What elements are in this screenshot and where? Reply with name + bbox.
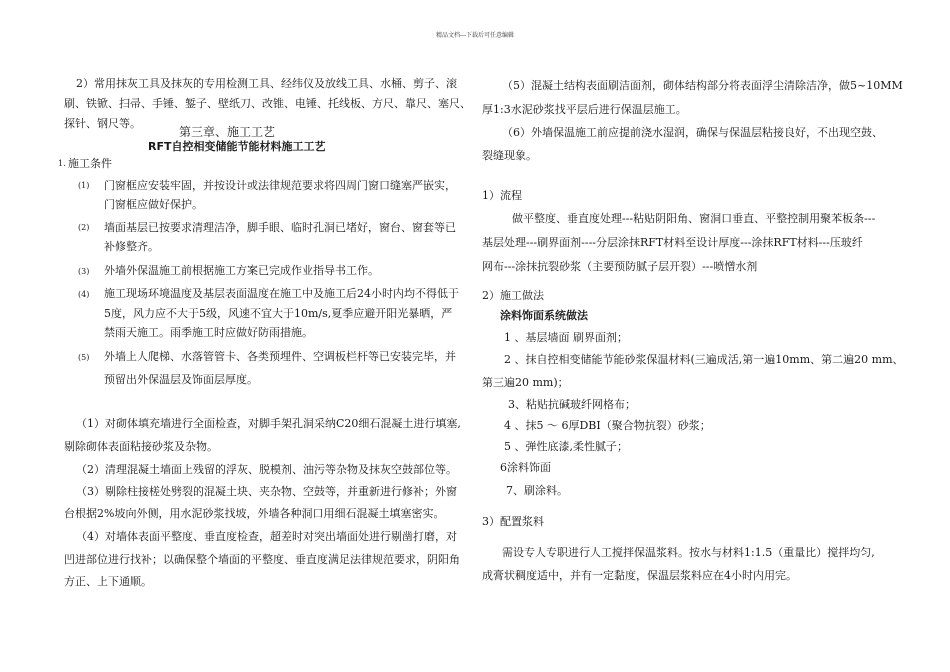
item-number: (3): [78, 267, 90, 276]
mix-line-1: 需设专人专职进行人工搅拌保温浆料。按水与材料1:1.5（重量比）搅拌均匀,: [502, 546, 875, 559]
item-text: 外墙上人爬梯、水落管管卡、各类预埋件、空调板栏杆等已安装完毕，并: [104, 350, 456, 363]
step-2-line-1: 2 、抹自控相变储能节能砂浆保温材料(三遍成活,第一遍10mm、第二遍20 mm、: [504, 353, 904, 366]
check-5-line-1: （5）混凝土结构表面刷洁面剂，砌体结构部分将表面浮尘清除洁净，做5~10MM: [502, 79, 903, 92]
item-text: 预留出外保温层及饰面层厚度。: [104, 373, 258, 386]
step-3: 3、粘贴抗碱玻纤网格布；: [508, 398, 636, 411]
check-2: （2）清理混凝土墙面上残留的浮灰、脱模剂、油污等杂物及抹灰空鼓部位等。: [76, 463, 457, 476]
condition-number: 1.: [58, 159, 66, 168]
check-3-line-2: 台根据2%坡向外侧，用水泥砂浆找坡，外墙各种洞口用细石混凝土填塞密实。: [64, 507, 445, 520]
tools-line-3: 探针、钢尺等。: [64, 117, 141, 130]
page-header: 精品文档---下载后可任意编辑: [435, 32, 515, 39]
check-1-line-1: （1）对砌体填充墙进行全面检查，对脚手架孔洞采纳C20细石混凝土进行填塞,: [76, 417, 461, 430]
check-6-line-1: （6）外墙保温施工前应提前浇水湿润，确保与保温层粘接良好，不出现空鼓、: [502, 126, 883, 139]
check-5-line-2: 厚1:3水泥砂浆找平层后进行保温层施工。: [482, 103, 687, 116]
tools-line-2: 刷、铁锨、扫帚、手锤、錾子、壁纸刀、改锥、电锤、托线板、方尺、靠尺、塞尺、: [64, 97, 471, 110]
check-1-line-2: 剔除砌体表面粘接砂浆及杂物。: [64, 440, 218, 453]
check-4-line-2: 凹进部位进行找补；以确保整个墙面的平整度、垂直度满足法律规范要求，阴阳角: [64, 553, 460, 566]
item-text: 补修整齐。: [104, 240, 159, 253]
item-number: (1): [78, 181, 90, 190]
check-4-line-1: （4）对墙体表面平整度、垂直度检查，超差时对突出墙面处进行剔凿打磨，对: [76, 530, 457, 543]
item-text: 施工现场环境温度及基层表面温度在施工中及施工后24小时内均不得低于: [104, 287, 459, 300]
check-4-line-3: 方正、上下通顺。: [64, 575, 152, 588]
item-text: 禁雨天施工。雨季施工时应做好防雨措施。: [104, 326, 313, 339]
chapter-title: 第三章、施工工艺: [179, 125, 276, 139]
flow-line-3: 网布---涂抹抗裂砂浆（主要预防腻子层开裂）---喷憎水剂: [482, 260, 758, 273]
flow-line-2: 基层处理---刷界面剂----分层涂抹RFT材料至设计厚度---涂抹RFT材料---压玻纤: [482, 236, 863, 249]
section-title: RFT自控相变储能节能材料施工工艺: [148, 140, 326, 153]
step-4: 4 、抹5 ～ 6厚DBI（聚合物抗裂）砂浆；: [504, 419, 711, 432]
item-text: 门窗框应做好保护。: [104, 198, 203, 211]
step-7: 7、刷涂料。: [506, 484, 568, 497]
condition-title: 施工条件: [68, 157, 112, 170]
item-text: 墙面基层已按要求清理洁净，脚手眼、临时孔洞已堵好，窗台、窗套等已: [104, 221, 456, 234]
flow-title: 1）流程: [482, 189, 522, 202]
coating-system-title: 涂料饰面系统做法: [500, 309, 588, 322]
item-number: (5): [78, 353, 90, 362]
item-text: 外墙外保温施工前根据施工方案已完成作业指导书工作。: [104, 264, 379, 277]
step-1: 1 、基层墙面 刷界面剂；: [504, 331, 628, 344]
mix-line-2: 成膏状稠度适中，并有一定黏度，保温层浆料应在4小时内用完。: [482, 569, 797, 582]
tools-line-1: 2）常用抹灰工具及抹灰的专用检测工具、经纬仪及放线工具、水桶、剪子、滚: [76, 77, 457, 90]
flow-line-1: 做平整度、垂直度处理---粘贴阴阳角、窗洞口垂直、平整控制用聚苯板条---: [512, 212, 876, 225]
step-5: 5 、弹性底漆,柔性腻子；: [504, 440, 628, 453]
step-2-line-2: 第三遍20 mm)；: [482, 376, 569, 389]
item-number: (2): [78, 223, 90, 232]
item-text: 5度，风力应不大于5级，风速不宜大于10m/s,夏季应避开阳光暴晒，严: [104, 307, 453, 320]
method-title: 2）施工做法: [482, 289, 544, 302]
item-number: (4): [78, 290, 90, 299]
mix-title: 3）配置浆料: [482, 515, 544, 528]
check-3-line-1: （3）剔除柱接槎处劈裂的混凝土块、夹杂物、空鼓等，并重新进行修补；外窗: [76, 485, 457, 498]
check-6-line-2: 裂缝现象。: [482, 149, 537, 162]
step-6: 6涂料饰面: [500, 461, 551, 474]
item-text: 门窗框应安装牢固，并按设计或法律规范要求将四周门窗口缝塞严嵌实，: [104, 179, 456, 192]
